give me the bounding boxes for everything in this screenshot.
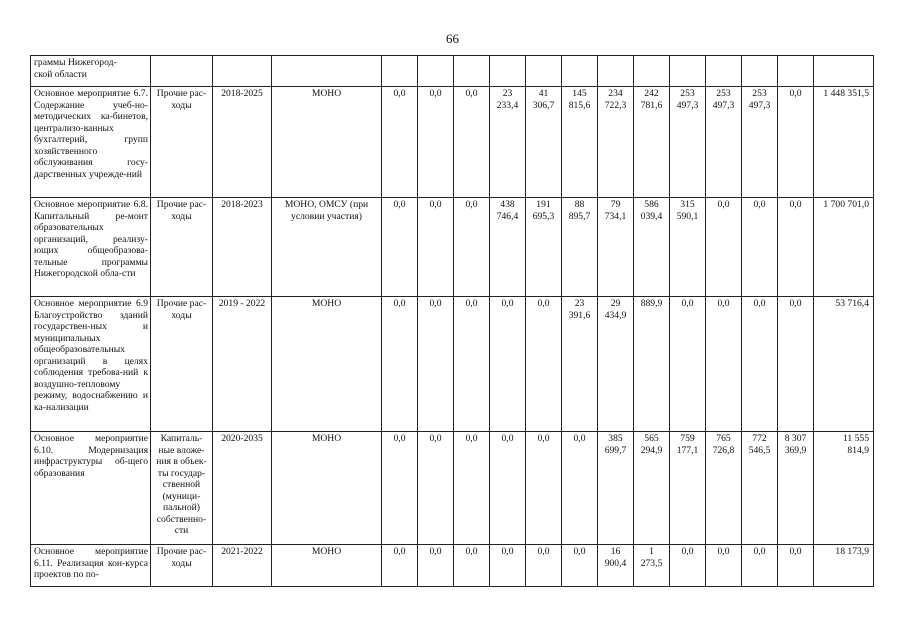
year-value-cell: 88 895,7 [562,198,598,297]
year-value-cell: 0,0 [490,297,526,432]
year-value-cell: 0,0 [382,432,418,545]
total-cell: 1 448 351,5 [814,87,874,198]
year-value-cell: 0,0 [778,545,814,587]
year-value-cell: 0,0 [778,87,814,198]
year-value-cell [454,56,490,87]
year-value-cell: 438 746,4 [490,198,526,297]
table-row [31,198,874,297]
year-value-cell: 0,0 [382,297,418,432]
year-value-cell: 765 726,8 [706,432,742,545]
year-value-cell: 29 434,9 [598,297,634,432]
year-value-cell: 234 722,3 [598,87,634,198]
year-value-cell [382,56,418,87]
year-value-cell [418,56,454,87]
measure-name-cell: Основное мероприятие 6.7. Содержание учеб-но-методических ка-бинетов, централизо-ванных бухгалтерий, групп хозяйственного обслуживания госу-дарственных учрежде-ний [31,87,151,198]
period-cell [213,56,272,87]
year-value-cell: 0,0 [526,545,562,587]
year-value-cell: 0,0 [742,198,778,297]
year-value-cell: 16 900,4 [598,545,634,587]
expense-type-cell: Прочие рас- ходы [151,87,213,198]
executor-cell: МОНО [272,297,382,432]
year-value-cell: 145 815,6 [562,87,598,198]
total-cell: 1 700 701,0 [814,198,874,297]
year-value-cell: 23 233,4 [490,87,526,198]
executor-cell: МОНО [272,87,382,198]
expense-type-cell: Капиталь- ные вложе- ния в объек- ты государ- ственной (муници- пальной) собственно- сти [151,432,213,545]
table-row [31,297,874,432]
year-value-cell: 0,0 [418,545,454,587]
year-value-cell: 586 039,4 [634,198,670,297]
year-value-cell: 0,0 [454,297,490,432]
year-value-cell: 889,9 [634,297,670,432]
year-value-cell: 0,0 [382,545,418,587]
table-row [31,432,874,545]
total-cell: 18 173,9 [814,545,874,587]
year-value-cell: 0,0 [490,545,526,587]
executor-cell: МОНО, ОМСУ (при условии участия) [272,198,382,297]
year-value-cell [634,56,670,87]
year-value-cell: 772 546,5 [742,432,778,545]
year-value-cell: 8 307 369,9 [778,432,814,545]
year-value-cell [670,56,706,87]
period-cell: 2020-2035 [213,432,272,545]
year-value-cell [742,56,778,87]
measure-name-cell: Основное мероприятие 6.11. Реализация кон-курса проектов по по- [31,545,151,587]
year-value-cell: 253 497,3 [742,87,778,198]
year-value-cell: 0,0 [706,545,742,587]
year-value-cell: 565 294,9 [634,432,670,545]
total-cell [814,56,874,87]
expense-type-cell: Прочие рас- ходы [151,297,213,432]
year-value-cell: 0,0 [778,198,814,297]
year-value-cell [706,56,742,87]
period-cell: 2018-2023 [213,198,272,297]
year-value-cell: 0,0 [670,297,706,432]
table-row [31,545,874,587]
year-value-cell [778,56,814,87]
total-cell: 53 716,4 [814,297,874,432]
year-value-cell: 0,0 [526,432,562,545]
year-value-cell: 1 273,5 [634,545,670,587]
year-value-cell: 0,0 [742,545,778,587]
expense-type-cell [151,56,213,87]
expense-type-cell: Прочие рас- ходы [151,545,213,587]
year-value-cell: 0,0 [454,87,490,198]
year-value-cell: 0,0 [418,432,454,545]
year-value-cell [598,56,634,87]
year-value-cell: 0,0 [562,545,598,587]
executor-cell [272,56,382,87]
year-value-cell: 79 734,1 [598,198,634,297]
expense-type-cell: Прочие рас- ходы [151,198,213,297]
executor-cell: МОНО [272,432,382,545]
year-value-cell: 315 590,1 [670,198,706,297]
year-value-cell: 253 497,3 [670,87,706,198]
year-value-cell: 0,0 [490,432,526,545]
year-value-cell: 242 781,6 [634,87,670,198]
page-number: 66 [446,31,459,46]
table-row [31,56,874,87]
year-value-cell: 0,0 [382,198,418,297]
year-value-cell: 253 497,3 [706,87,742,198]
measure-name-cell: Основное мероприятие 6.10. Модернизация инфраструктуры об-щего образования [31,432,151,545]
year-value-cell: 0,0 [382,87,418,198]
year-value-cell: 0,0 [454,545,490,587]
year-value-cell [490,56,526,87]
year-value-cell: 0,0 [706,297,742,432]
period-cell: 2021-2022 [213,545,272,587]
year-value-cell: 0,0 [670,545,706,587]
measure-name-cell: Основное мероприятие 6.8. Капитальный ре-монт образовательных организаций, реализу-ющих общеобразова-тельные программы Нижегородской обла-сти [31,198,151,297]
year-value-cell: 0,0 [562,432,598,545]
year-value-cell: 0,0 [454,432,490,545]
year-value-cell: 0,0 [526,297,562,432]
year-value-cell: 0,0 [454,198,490,297]
year-value-cell [562,56,598,87]
table-row [31,87,874,198]
executor-cell: МОНО [272,545,382,587]
year-value-cell: 41 306,7 [526,87,562,198]
year-value-cell: 385 699,7 [598,432,634,545]
year-value-cell: 0,0 [418,198,454,297]
year-value-cell: 0,0 [418,297,454,432]
measure-name-cell: Основное мероприятие 6.9 Благоустройство зданий государствен-ных и муниципальных общеобразовательных организаций в целях соблюдения требова-ний к воздушно-тепловому режиму, водоснабжению и ка-нализации [31,297,151,432]
period-cell: 2019 - 2022 [213,297,272,432]
year-value-cell: 0,0 [706,198,742,297]
measure-name-cell: граммы Нижегород- ской области [31,56,151,87]
year-value-cell: 23 391,6 [562,297,598,432]
year-value-cell: 191 695,3 [526,198,562,297]
year-value-cell [526,56,562,87]
year-value-cell: 0,0 [418,87,454,198]
year-value-cell: 0,0 [778,297,814,432]
year-value-cell: 0,0 [742,297,778,432]
period-cell: 2018-2025 [213,87,272,198]
year-value-cell: 759 177,1 [670,432,706,545]
total-cell: 11 555 814,9 [814,432,874,545]
budget-table [30,55,874,587]
